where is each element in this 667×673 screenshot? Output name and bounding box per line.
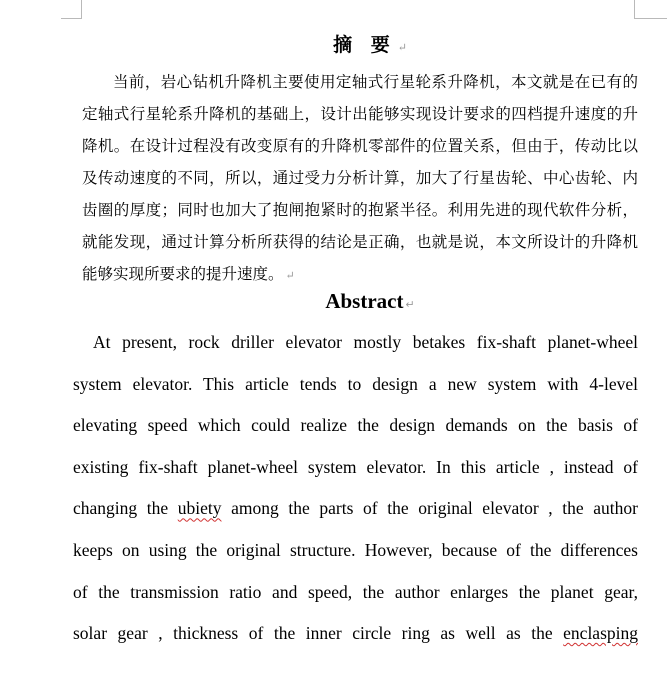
line-text-after: among the parts of the original elevator , the author xyxy=(221,498,638,519)
chinese-abstract-last-line xyxy=(82,258,638,290)
line-text-before: solar gear , thickness of the inner circle ring as well as the xyxy=(73,623,564,644)
english-abstract-title xyxy=(0,289,667,314)
english-abstract-line: elevating speed which could realize the design demands on the basis of xyxy=(73,415,638,436)
english-title-text: Abstract xyxy=(325,289,404,313)
english-abstract-line: At present, rock driller elevator mostly betakes fix-shaft planet-wheel xyxy=(93,332,638,352)
chinese-abstract-line: 当前，岩心钻机升降机主要使用定轴式行星轮系升降机，本文就是在已有的 xyxy=(113,73,638,91)
paragraph-mark-icon: ↵ xyxy=(397,41,407,54)
crop-mark-top-right xyxy=(634,0,667,19)
english-abstract-paragraph xyxy=(73,322,638,655)
chinese-abstract-line: 齿圈的厚度；同时也加大了抱闸抱紧时的抱紧半径。利用先进的现代软件分析， xyxy=(82,201,638,219)
chinese-abstract-paragraph xyxy=(82,66,638,290)
chinese-abstract-line: 就能发现，通过计算分析所获得的结论是正确，也就是说，本文所设计的升降机 xyxy=(82,233,638,251)
chinese-abstract-line: 降机。在设计过程没有改变原有的升降机零部件的位置关系，但由于，传动比以 xyxy=(82,137,638,155)
chinese-abstract-line: 定轴式行星轮系升降机的基础上，设计出能够实现设计要求的四档提升速度的升 xyxy=(82,105,638,123)
english-abstract-line: existing fix-shaft planet-wheel system elevator. In this article , instead of xyxy=(73,456,638,477)
line-text-before: changing the xyxy=(73,498,178,519)
paragraph-mark-icon: ↵ xyxy=(405,299,415,311)
english-abstract-line: of the transmission ratio and speed, the author enlarges the planet gear, xyxy=(73,581,638,602)
english-abstract-line xyxy=(73,488,638,530)
paragraph-mark-icon: ↵ xyxy=(285,269,295,282)
spellcheck-flagged-word[interactable]: enclasping xyxy=(563,623,638,644)
chinese-title-text: 摘 要 xyxy=(333,34,396,56)
chinese-abstract-line-text: 能够实现所要求的提升速度。 xyxy=(82,265,284,283)
english-abstract-line: keeps on using the original structure. However, because of the differences xyxy=(73,539,638,560)
chinese-abstract-line: 及传动速度的不同，所以，通过受力分析计算，加大了行星齿轮、中心齿轮、内 xyxy=(82,169,638,187)
english-abstract-line: system elevator. This article tends to design a new system with 4-level xyxy=(73,373,638,394)
english-abstract-line xyxy=(73,613,638,655)
crop-mark-top-left xyxy=(61,0,82,19)
spellcheck-flagged-word[interactable]: ubiety xyxy=(177,498,222,519)
chinese-abstract-title xyxy=(0,30,667,57)
